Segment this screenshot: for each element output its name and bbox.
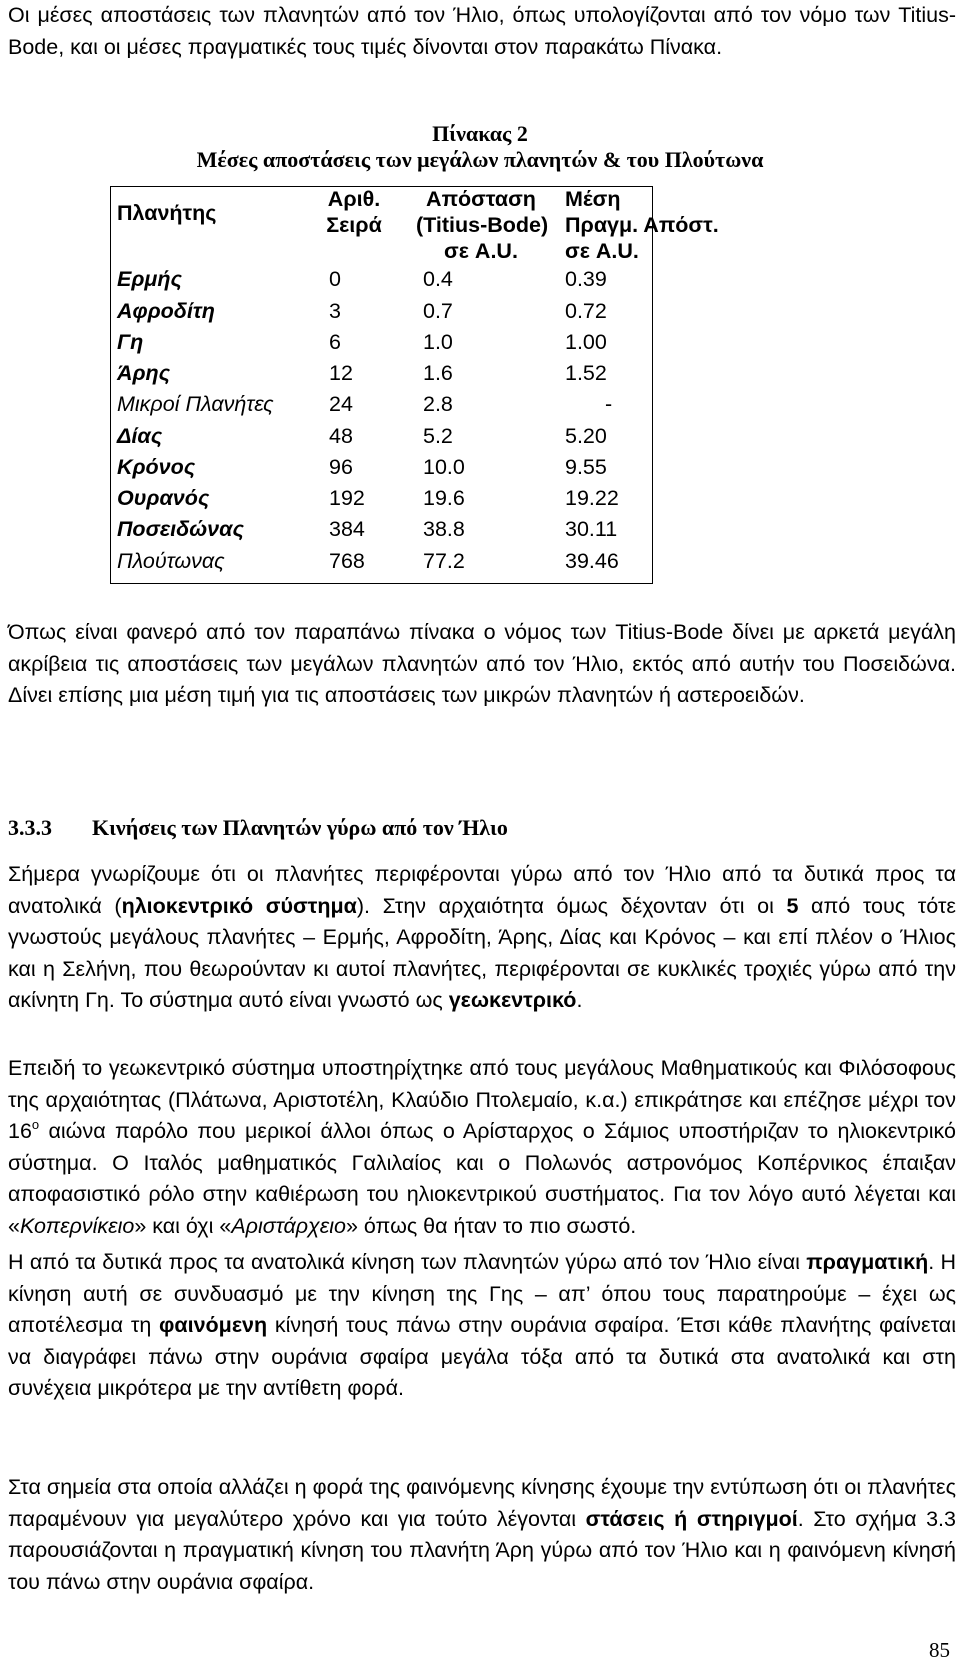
text-run: Η από τα δυτικά προς τα ανατολικά κίνηση των πλανητών γύρω από τον Ήλιο είναι xyxy=(8,1250,807,1274)
row-order: 12 xyxy=(329,361,353,385)
row-order: 48 xyxy=(329,424,353,448)
table-subtitle: Μέσες αποστάσεις των μεγάλων πλανητών & του Πλούτωνα xyxy=(196,147,764,172)
row-real-distance: 9.55 xyxy=(565,455,607,479)
header-order-line1: Αριθ. xyxy=(327,187,381,211)
row-tb-distance: 38.8 xyxy=(423,517,465,541)
text-run: Σήμερα γνωρίζουμε ότι οι πλανήτες περιφέρονται γύρω από τον Ήλιο από τα δυτικά προς τα ανατολικά ( xyxy=(8,862,956,918)
row-planet: Ουρανός xyxy=(117,486,210,510)
italic-term: Κοπερνίκειο xyxy=(19,1213,135,1238)
row-real-distance: 39.46 xyxy=(565,549,619,573)
bold-number: 5 xyxy=(786,893,799,918)
row-tb-distance: 0.7 xyxy=(423,299,453,323)
row-planet: Γη xyxy=(117,330,144,354)
superscript: ο xyxy=(31,1117,40,1133)
row-planet: Ερμής xyxy=(117,267,182,291)
text-run: αιώνα παρόλο που μερικοί άλλοι όπως ο Αρίσταρχος ο Σάμιος υποστήριζαν το ηλιοκεντρικό σύστημα. Ο Ιταλός μαθηματικός Γαλιλαίος και ο Πολωνός αστρονόμος Κοπέρνικος έπαιξαν αποφασιστικό ρόλο στην καθιέρωση του ηλιοκεντρικού συστήματος. Για τον λόγο αυτό λέγεται και « xyxy=(8,1119,956,1238)
text-run: . Η κίνηση αυτή σε συνδυασμό με την κίνηση της Γης – απ’ όπου τους παρατηρούμε – έχει ως αποτέλεσμα τη xyxy=(8,1250,956,1338)
row-planet: Δίας xyxy=(117,424,163,448)
row-planet: Πλούτωνας xyxy=(117,549,225,573)
table-title: Πίνακας 2 xyxy=(432,121,528,146)
row-real-distance: 5.20 xyxy=(565,424,607,448)
bold-term: φαινόμενη xyxy=(159,1313,268,1338)
header-real-line2: Πραγμ. Απόστ. xyxy=(565,213,719,237)
row-planet: Άρης xyxy=(117,361,171,385)
header-tb-line2: (Titius-Bode) xyxy=(416,213,549,237)
row-tb-distance: 1.6 xyxy=(423,361,453,385)
row-real-distance: 1.52 xyxy=(565,361,607,385)
row-planet: Μικροί Πλανήτες xyxy=(117,392,274,416)
header-planet: Πλανήτης xyxy=(117,201,217,225)
after-table-paragraph: Όπως είναι φανερό από τον παραπάνω πίνακα ο νόμος των Titius-Bode δίνει με αρκετά μεγάλη ακρίβεια τις αποστάσεις των μεγάλων πλανητών από τον Ήλιο, εκτός από αυτήν του Ποσειδώνα. Δίνει επίσης μια μέση τιμή για τις αποστάσεις των μικρών πλανητών ή αστεροειδών. xyxy=(8,620,956,708)
text-run: Στα σημεία στα οποία αλλάζει η φορά της φαινόμενης κίνησης έχουμε την εντύπωση ότι οι πλανήτες παραμένουν για μεγαλύτερο χρόνο και για τούτο λέγονται xyxy=(8,1475,956,1531)
text-run: κίνησή τους πάνω στην ουράνια σφαίρα. Έτσι κάθε πλανήτης φαίνεται να διαγράφει πάνω στην ουράνια σφαίρα μεγάλα τόξα από τα δυτικά στα ανατολικά και στη συνέχεια μικρότερα με την αντίθετη φορά. xyxy=(8,1313,956,1401)
italic-term: Αριστάρχειο xyxy=(231,1213,346,1238)
paragraph-apparent-motion xyxy=(8,1247,956,1405)
row-real-distance: 0.72 xyxy=(565,299,607,323)
row-tb-distance: 2.8 xyxy=(423,392,453,416)
row-order: 0 xyxy=(329,267,341,291)
row-tb-distance: 19.6 xyxy=(423,486,465,510)
row-real-distance: 1.00 xyxy=(565,330,607,354)
paragraph-geocentric-history xyxy=(8,1053,956,1243)
text-run: ). Στην αρχαιότητα όμως δέχονταν ότι οι xyxy=(356,893,787,918)
header-tb-line3: σε A.U. xyxy=(444,239,518,263)
text-run: Επειδή το γεωκεντρικό σύστημα υποστηρίχτηκε από τους μεγάλους Μαθηματικούς και Φιλόσοφους της αρχαιότητας (Πλάτωνα, Αριστοτέλη, Κλαύδιο Πτολεμαίο, κ.α.) επικράτησε και επέζησε μέχρι τον 16 xyxy=(8,1056,956,1144)
section-heading xyxy=(8,815,508,841)
text-run: . xyxy=(576,988,583,1013)
row-order: 3 xyxy=(329,299,341,323)
row-real-distance: 0.39 xyxy=(565,267,607,291)
header-real-line3: σε A.U. xyxy=(565,239,639,263)
paragraph-heliocentric xyxy=(8,859,956,1017)
bold-term: γεωκεντρικό xyxy=(448,988,577,1013)
row-order: 768 xyxy=(329,549,365,573)
row-order: 6 xyxy=(329,330,341,354)
section-title: Κινήσεις των Πλανητών γύρω από τον Ήλιο xyxy=(92,815,508,840)
bold-term: στάσεις ή στηριγμοί xyxy=(585,1506,798,1531)
paragraph-stations xyxy=(8,1472,956,1598)
row-tb-distance: 5.2 xyxy=(423,424,453,448)
row-planet: Αφροδίτη xyxy=(117,299,215,323)
bold-term: πραγματική xyxy=(806,1250,929,1274)
row-real-distance: 19.22 xyxy=(565,486,619,510)
row-real-distance: 30.11 xyxy=(565,517,618,541)
header-real-line1: Μέση xyxy=(565,187,621,211)
row-planet: Κρόνος xyxy=(117,455,196,479)
row-tb-distance: 77.2 xyxy=(423,549,465,573)
row-order: 384 xyxy=(329,517,365,541)
section-number: 3.3.3 xyxy=(8,815,52,840)
text-run: από τους τότε γνωστούς μεγάλους πλανήτες – Ερμής, Αφροδίτη, Άρης, Δίας και Κρόνος – και επί πλέον ο Ήλιος και η Σελήνη, που θεωρούνταν κι αυτοί πλανήτες, περιφέρονται σε κυκλικές τροχιές γύρω από την ακίνητη Γη. Το σύστημα αυτό είναι γνωστό ως xyxy=(8,893,956,1013)
planet-distances-table xyxy=(110,186,719,584)
row-real-distance: - xyxy=(605,392,613,416)
text-run: » όπως θα ήταν το πιο σωστό. xyxy=(345,1213,637,1238)
row-tb-distance: 10.0 xyxy=(423,455,465,479)
row-order: 96 xyxy=(329,455,353,479)
row-order: 192 xyxy=(329,486,365,510)
text-run: . Στο σχήμα 3.3 παρουσιάζονται η πραγματική κίνηση του πλανήτη Άρη γύρω από τον Ήλιο και η φαινόμενη κίνησή του πάνω στην ουράνια σφαίρα. xyxy=(8,1506,956,1594)
row-tb-distance: 0.4 xyxy=(423,267,453,291)
header-order-line2: Σειρά xyxy=(326,213,382,237)
row-planet: Ποσειδώνας xyxy=(117,517,244,541)
header-tb-line1: Απόσταση xyxy=(426,187,536,211)
row-tb-distance: 1.0 xyxy=(423,330,453,354)
bold-term: ηλιοκεντρικό σύστημα xyxy=(121,893,357,918)
text-run: » και όχι « xyxy=(134,1213,232,1238)
intro-paragraph: Οι μέσες αποστάσεις των πλανητών από τον Ήλιο, όπως υπολογίζονται από τον νόμο των Titius-Bode, και οι μέσες πραγματικές τους τιμές δίνονται στον παρακάτω Πίνακα. xyxy=(8,3,956,59)
row-order: 24 xyxy=(329,392,353,416)
page-number: 85 xyxy=(929,1638,950,1662)
